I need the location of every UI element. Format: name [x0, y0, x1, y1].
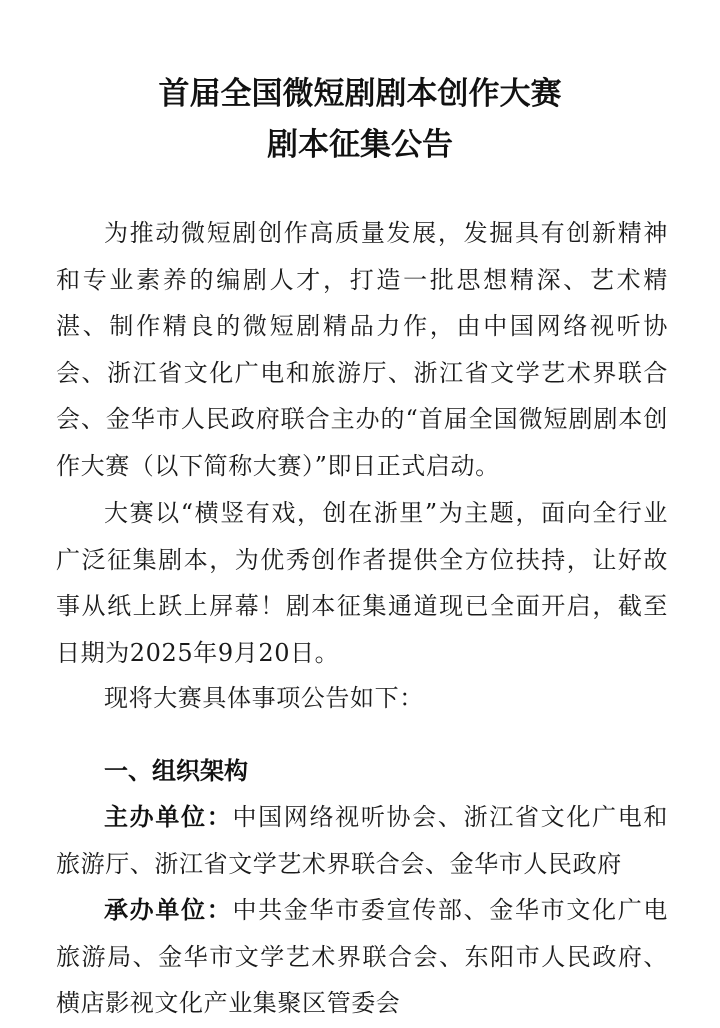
organizer-host: [56, 794, 668, 887]
intro-paragraph: 为推动微短剧创作高质量发展，发掘具有创新精神和专业素养的编剧人才，打造一批思想精深、艺术精湛、制作精良的微短剧精品力作，由中国网络视听协会、浙江省文化广电和旅游厅、浙江省文学艺术界联合会、金华市人民政府联合主办的“首届全国微短剧剧本创作大赛（以下简称大赛）”即日正式启动。: [56, 219, 668, 480]
announcement-paragraph: 现将大赛具体事项公告如下：: [104, 684, 424, 712]
organizer-undertaker-text: 中共金华市委宣传部、金华市文化广电旅游局、金华市文学艺术界联合会、东阳市人民政府、横店影视文化产业集聚区管委会: [56, 896, 669, 1017]
organizer-host-text: 中国网络视听协会、浙江省文化广电和旅游厅、浙江省文学艺术界联合会、金华市人民政府: [56, 803, 669, 878]
organizer-undertaker-label: 承办单位：: [104, 896, 233, 924]
organizer-undertaker: [56, 887, 668, 1027]
section-heading-organization: 一、组织架构: [104, 757, 248, 785]
document-title-line2: 剧本征集公告: [267, 127, 453, 163]
theme-paragraph: 大赛以“横竖有戏，创在浙里”为主题，面向全行业广泛征集剧本，为优秀创作者提供全方位扶持，让好故事从纸上跃上屏幕！剧本征集通道现已全面开启，截至日期为2025年9月20日。: [56, 499, 668, 667]
document-title-line1: 首届全国微短剧剧本创作大赛: [158, 76, 562, 112]
organizer-host-label: 主办单位：: [104, 803, 233, 831]
